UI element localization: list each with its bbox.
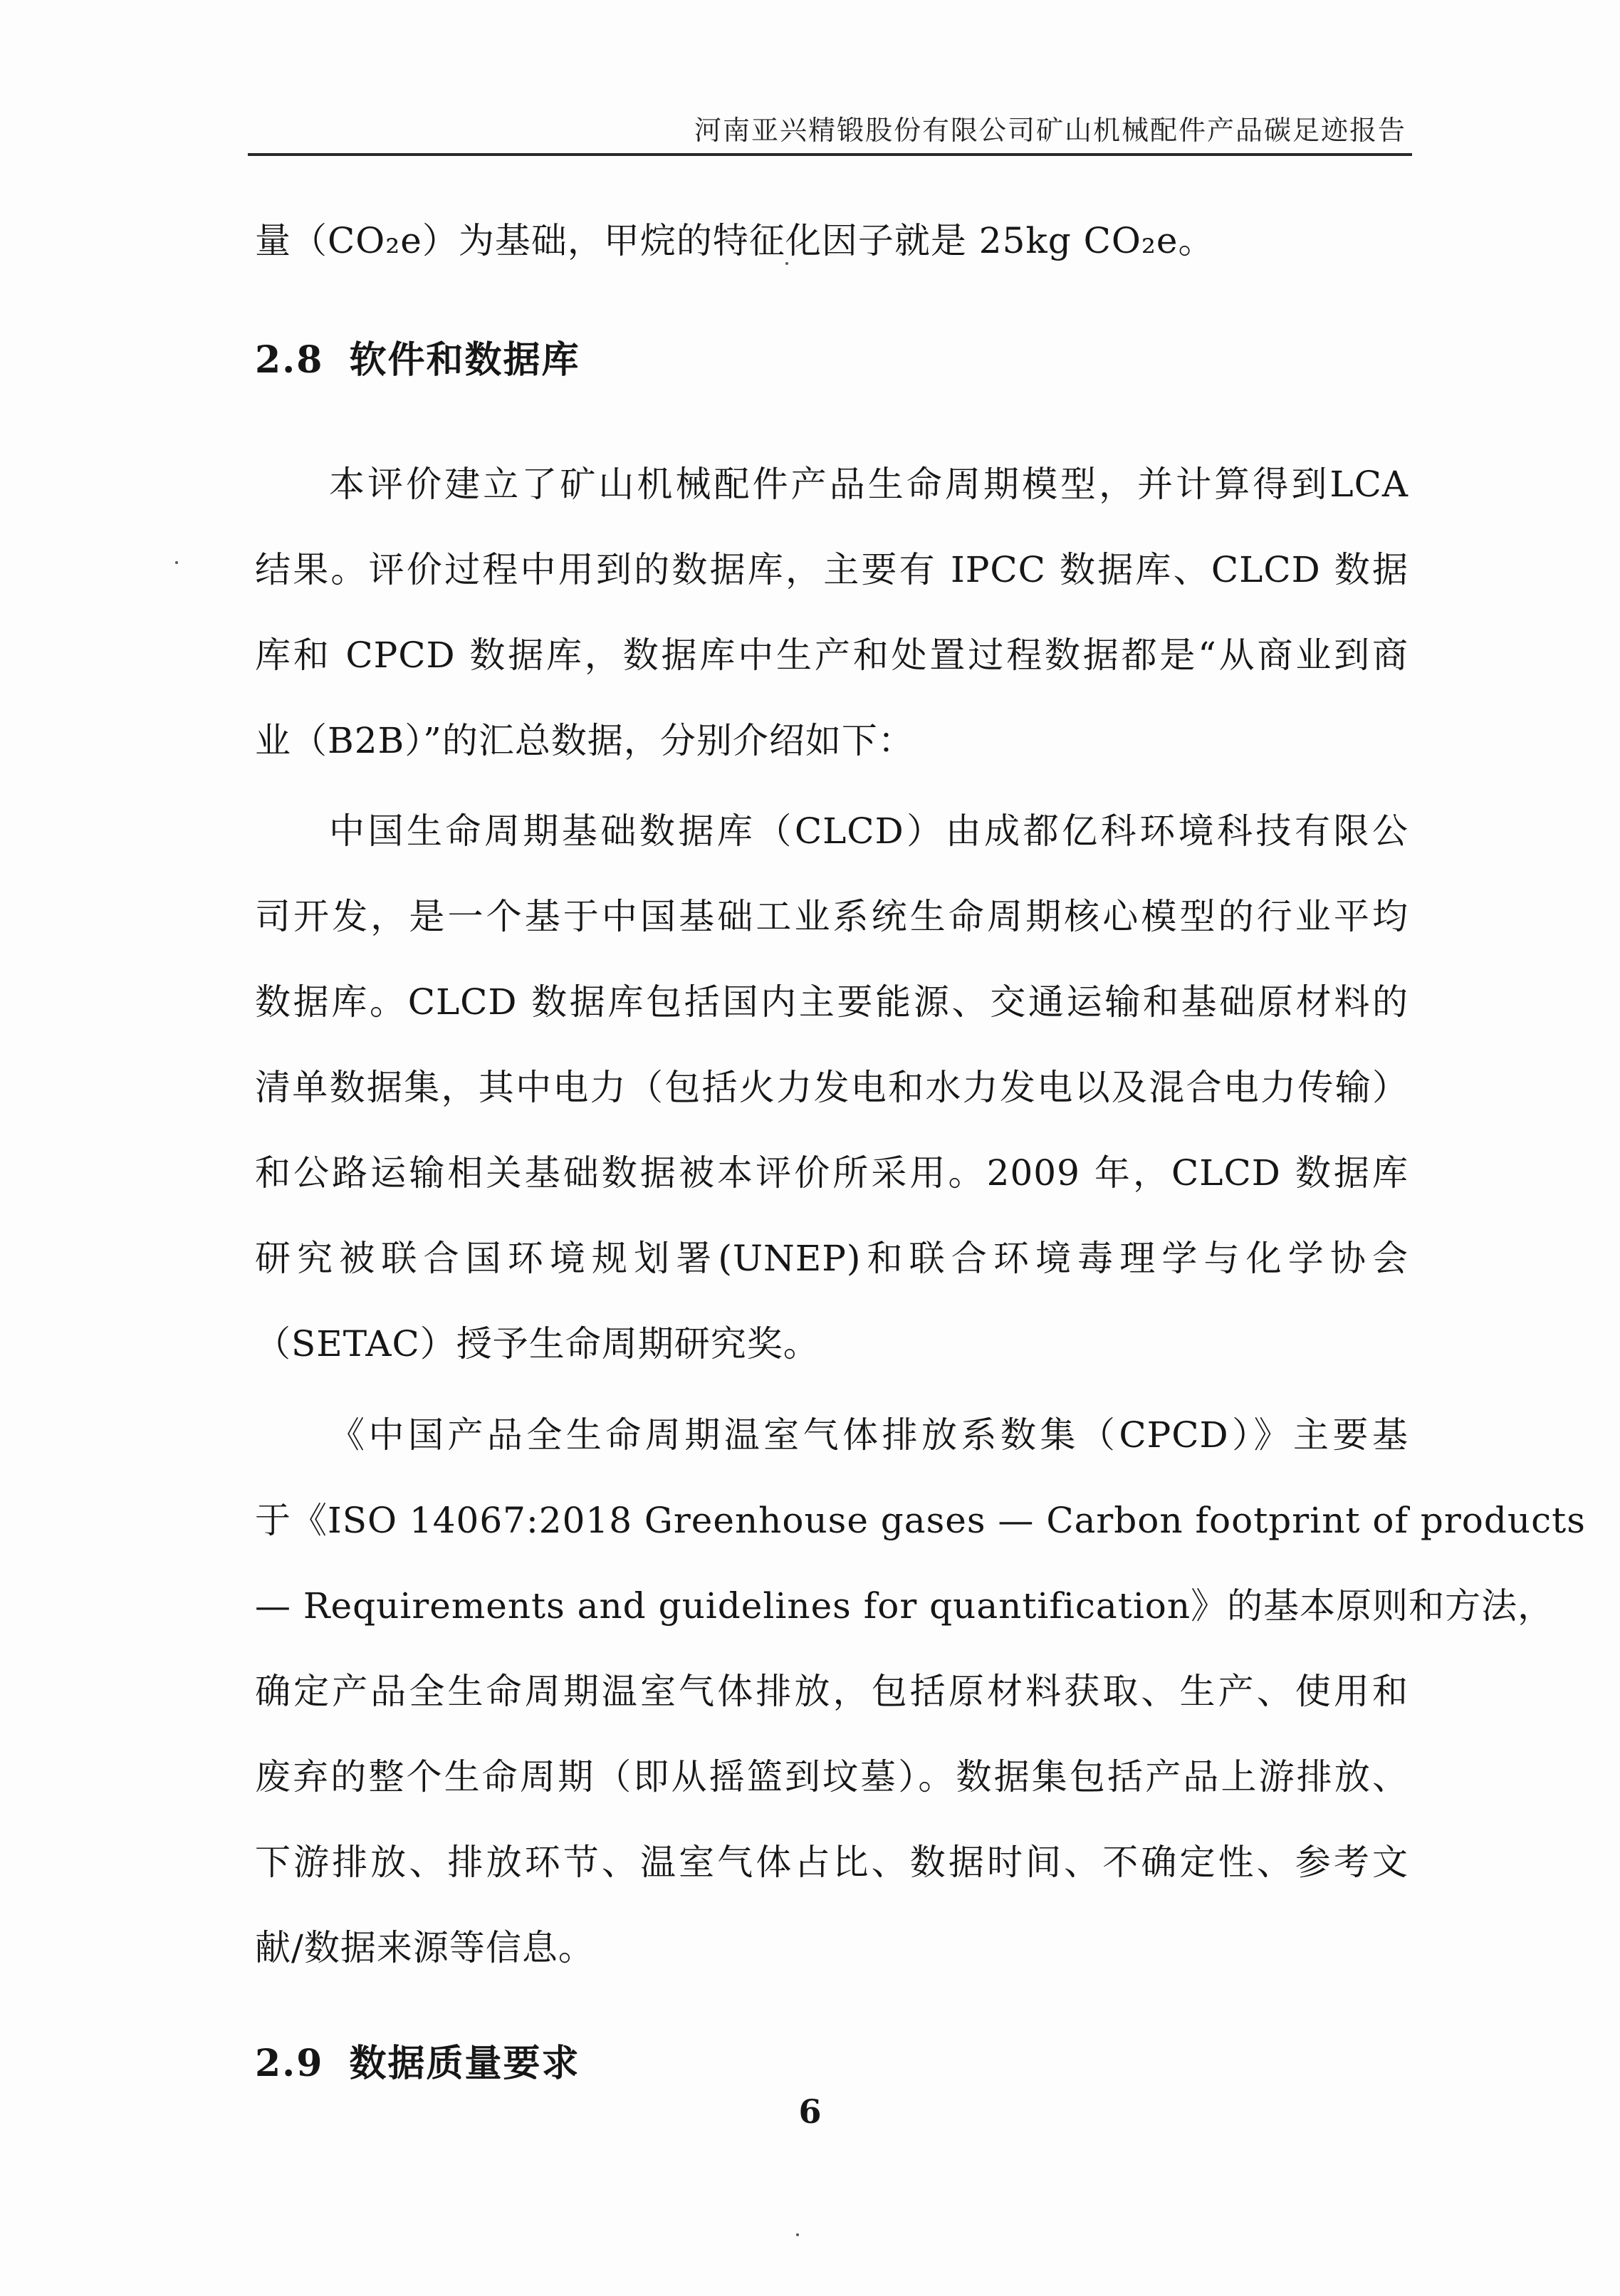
body-line-12: （SETAC）授予生命周期研究奖。	[255, 1323, 820, 1364]
body-line-19: 献/数据来源等信息。	[255, 1927, 595, 1968]
report-header-title: 河南亚兴精锻股份有限公司矿山机械配件产品碳足迹报告	[694, 115, 1406, 146]
body-line-2: 本评价建立了矿山机械配件产品生命周期模型，并计算得到LCA	[329, 464, 1409, 505]
body-line-15: — Requirements and guidelines for quantification》的基本原则和方法，	[255, 1585, 1554, 1627]
section-title: 软件和数据库	[349, 338, 580, 382]
body-line-18: 下游排放、排放环节、温室气体占比、数据时间、不确定性、参考文	[255, 1842, 1409, 1883]
body-line-9: 清单数据集，其中电力（包括火力发电和水力发电以及混合电力传输）	[255, 1067, 1409, 1108]
section-heading-2-8	[255, 338, 580, 383]
body-line-7: 司开发，是一个基于中国基础工业系统生命周期核心模型的行业平均	[255, 896, 1409, 937]
body-line-14: 于《ISO 14067:2018 Greenhouse gases — Carbon footprint of products	[255, 1500, 1586, 1541]
body-line-11: 研究被联合国环境规划署(UNEP)和联合环境毒理学与化学协会	[255, 1238, 1409, 1279]
page-number: 6	[798, 2092, 822, 2131]
scan-speck	[785, 262, 788, 265]
body-line-5: 业（B2B）”的汇总数据，分别介绍如下：	[255, 720, 914, 761]
body-line-6: 中国生命周期基础数据库（CLCD）由成都亿科环境科技有限公	[329, 810, 1409, 852]
section-heading-2-9	[255, 2041, 580, 2087]
body-line-4: 库和 CPCD 数据库，数据库中生产和处置过程数据都是“从商业到商	[255, 635, 1409, 676]
body-line-1: 量（CO₂e）为基础，甲烷的特征化因子就是 25kg CO₂e。	[255, 220, 1215, 261]
body-line-16: 确定产品全生命周期温室气体排放，包括原材料获取、生产、使用和	[255, 1671, 1409, 1712]
header-divider	[248, 153, 1412, 156]
section-number: 2.8	[255, 338, 324, 382]
body-line-8: 数据库。CLCD 数据库包括国内主要能源、交通运输和基础原材料的	[255, 981, 1409, 1023]
section-number: 2.9	[255, 2042, 324, 2085]
scan-speck	[175, 561, 178, 564]
section-title: 数据质量要求	[349, 2042, 580, 2085]
body-line-10: 和公路运输相关基础数据被本评价所采用。2009 年，CLCD 数据库	[255, 1152, 1409, 1194]
body-line-13: 《中国产品全生命周期温室气体排放系数集（CPCD）》主要基	[329, 1414, 1409, 1456]
body-line-3: 结果。评价过程中用到的数据库，主要有 IPCC 数据库、CLCD 数据	[255, 549, 1409, 590]
body-line-17: 废弃的整个生命周期（即从摇篮到坟墓）。数据集包括产品上游排放、	[255, 1756, 1409, 1797]
scan-speck	[796, 2233, 799, 2236]
